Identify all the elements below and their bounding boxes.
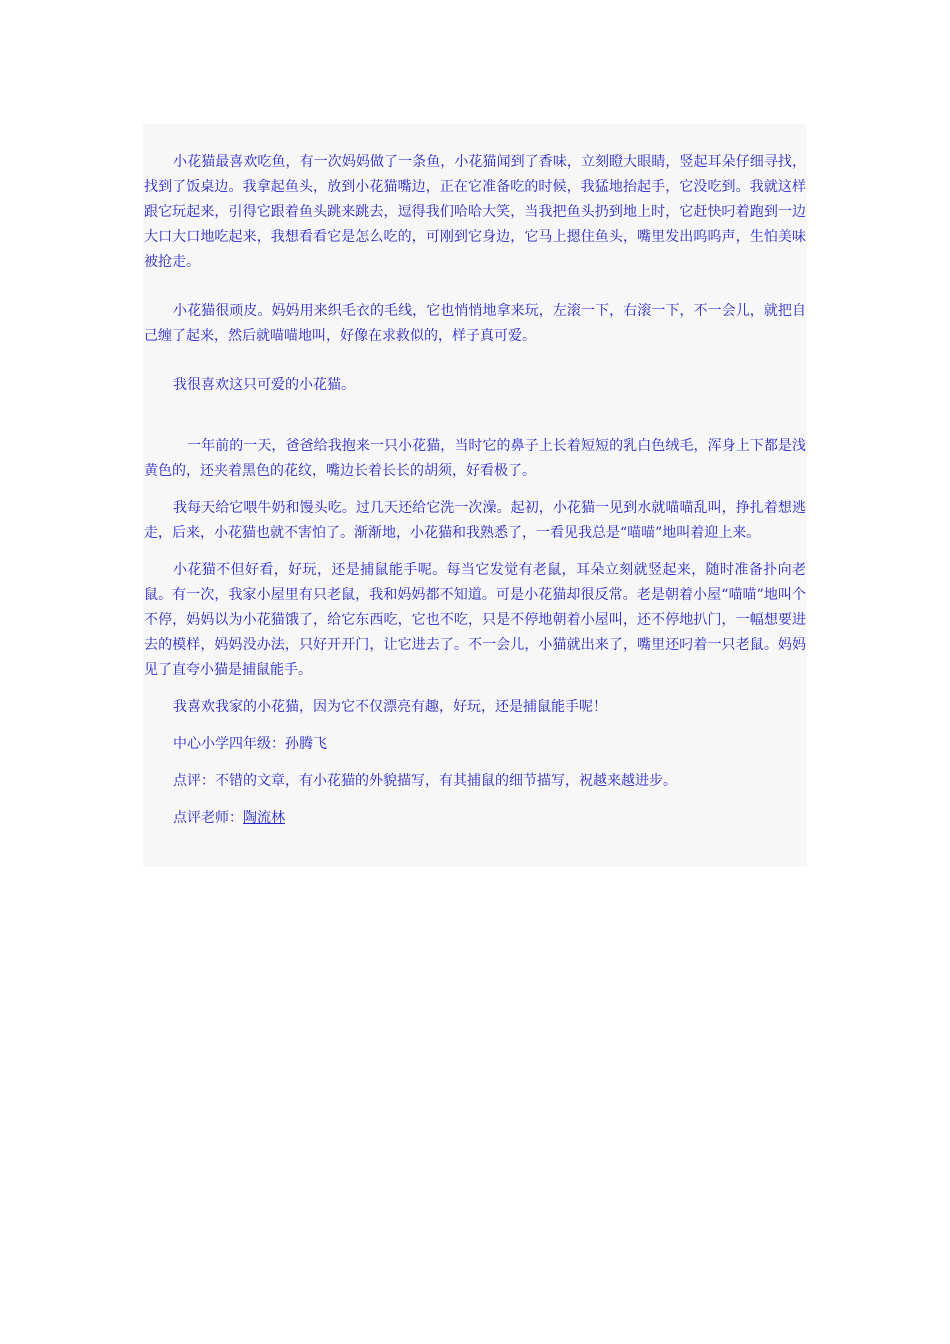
author-line: 中心小学四年级：孙腾飞 [173,736,327,752]
paragraph-arrival: 一年前的一天，爸爸给我抱来一只小花猫，当时它的鼻子上长着短短的乳白色绒毛，浑身上下都是浅黄色的，还夹着黑色的花纹，嘴边长着长长的胡须，好看极了。 [144,438,806,479]
article-content [144,150,806,831]
paragraph-feeding: 我每天给它喂牛奶和馒头吃。过几天还给它洗一次澡。起初，小花猫一见到水就喵喵乱叫，挣扎着想逃走，后来，小花猫也就不害怕了。渐渐地，小花猫和我熟悉了，一看见我总是“喵喵”地叫着迎上来。 [144,500,806,541]
paragraph-like-cat: 我很喜欢这只可爱的小花猫。 [173,377,355,393]
paragraph-fish: 小花猫最喜欢吃鱼，有一次妈妈做了一条鱼，小花猫闻到了香味，立刻瞪大眼睛，竖起耳朵仔细寻找，找到了饭桌边。我拿起鱼头，放到小花猫嘴边，正在它准备吃的时候，我猛地抬起手，它没吃到。我就这样跟它玩起来，引得它跟着鱼头跳来跳去，逗得我们哈哈大笑，当我把鱼头扔到地上时，它赶快叼着跑到一边大口大口地吃起来，我想看看它是怎么吃的，可刚到它身边，它马上摁住鱼头，嘴里发出呜呜声，生怕美味被抢走。 [144,154,806,270]
reviewer-name-link[interactable]: 陶流林 [243,810,285,826]
paragraph-conclusion: 我喜欢我家的小花猫，因为它不仅漂亮有趣，好玩，还是捕鼠能手呢！ [173,699,607,715]
paragraph-yarn: 小花猫很顽皮。妈妈用来织毛衣的毛线，它也悄悄地拿来玩，左滚一下，右滚一下，不一会儿，就把自己缠了起来，然后就喵喵地叫，好像在求救似的，样子真可爱。 [144,303,806,344]
paragraph-mouse-catching: 小花猫不但好看，好玩，还是捕鼠能手呢。每当它发觉有老鼠，耳朵立刻就竖起来，随时准备扑向老鼠。有一次，我家小屋里有只老鼠，我和妈妈都不知道。可是小花猫却很反常。老是朝着小屋“喵喵”地叫个不停，妈妈以为小花猫饿了，给它东西吃，它也不吃，只是不停地朝着小屋叫，还不停地扒门，一幅想要进去的模样，妈妈没办法，只好开开门，让它进去了。不一会儿，小猫就出来了，嘴里还叼着一只老鼠。妈妈见了直夸小猫是捕鼠能手。 [144,562,806,678]
reviewer-line [144,806,806,831]
review-comment: 点评：不错的文章，有小花猫的外貌描写，有其捕鼠的细节描写，祝越来越进步。 [173,773,677,789]
reviewer-label: 点评老师： [173,810,243,826]
